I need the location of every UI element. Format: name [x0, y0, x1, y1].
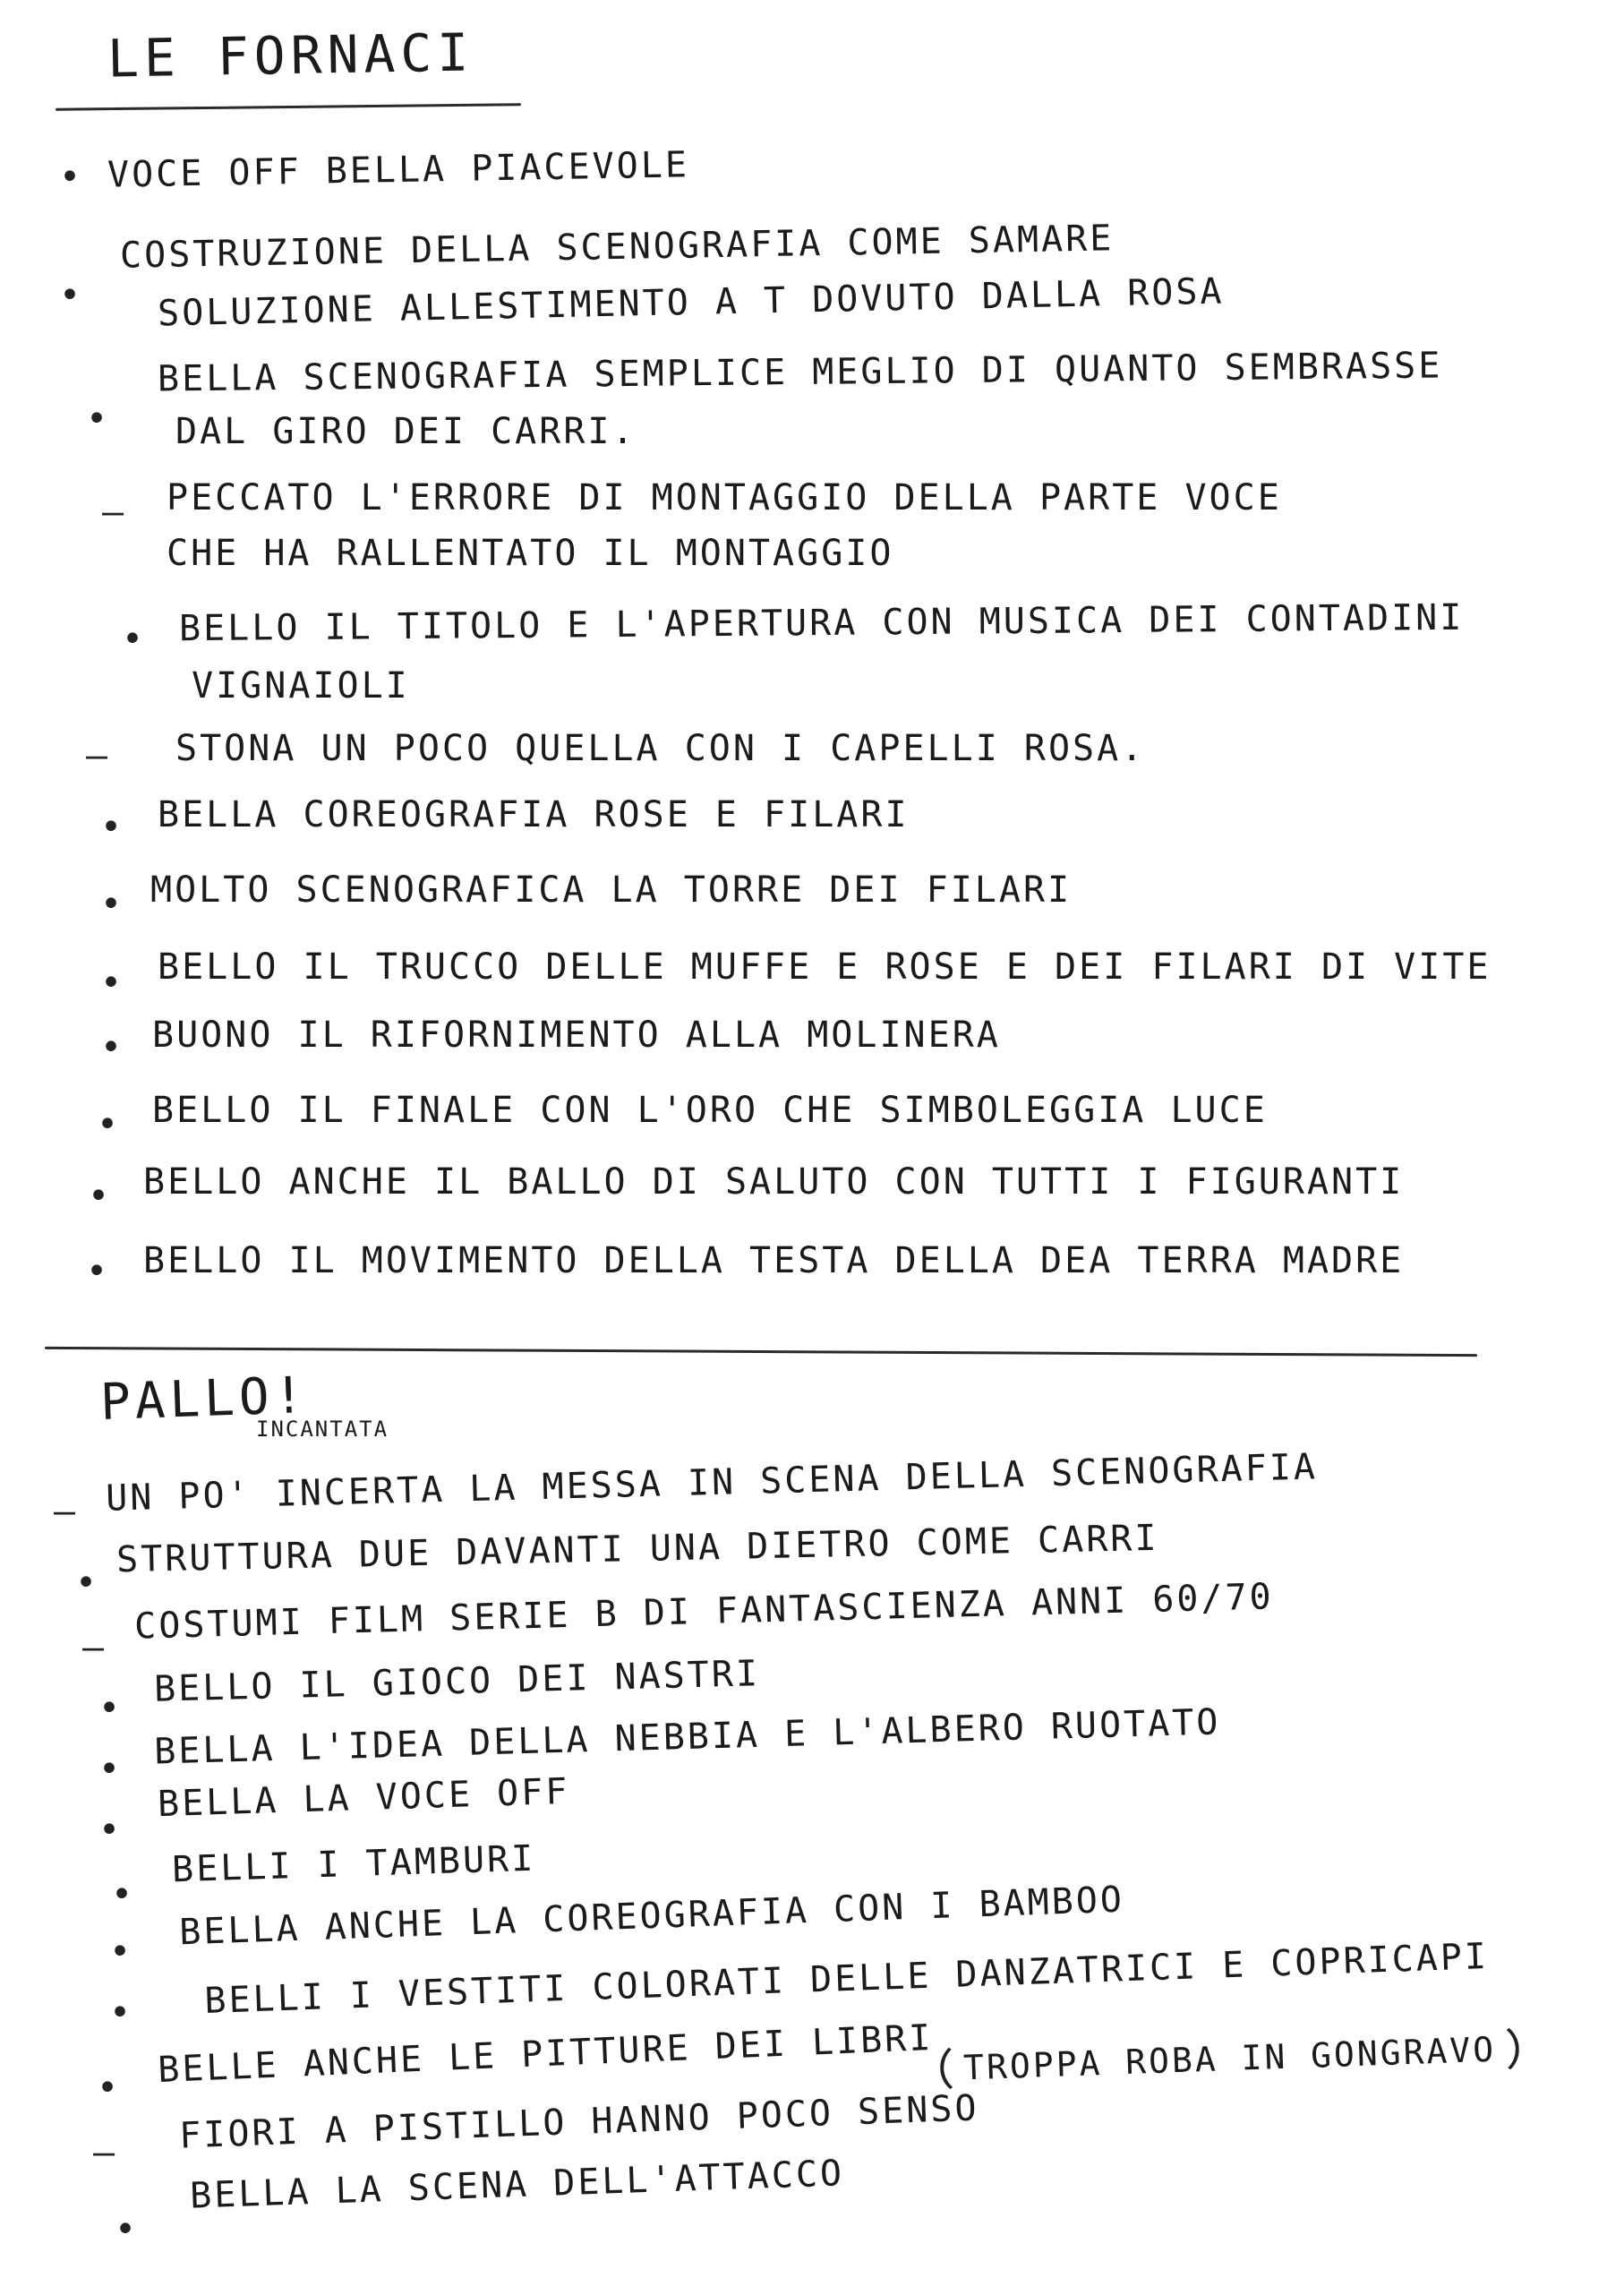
bullet-marker: • — [100, 963, 123, 1004]
note-line: BELLO IL FINALE CON L'ORO CHE SIMBOLEGGIA LUCE — [152, 1090, 1268, 1131]
note-line: BELLA L'IDEA DELLA NEBBIA E L'ALBERO RUOTATO — [153, 1701, 1222, 1773]
bullet-marker: • — [86, 398, 108, 440]
bullet-marker: • — [97, 1104, 119, 1145]
bullet-marker: • — [109, 1992, 132, 2034]
bullet-marker: • — [100, 884, 123, 925]
bullet-marker: • — [98, 1810, 121, 1851]
dash-marker: – — [54, 1491, 76, 1532]
note-line: BELLO IL TITOLO E L'APERTURA CON MUSICA DEI CONTADINI — [178, 596, 1465, 650]
note-line: VIGNAIOLI — [192, 665, 410, 706]
bracketed-aside: TROPPA ROBA IN GONGRAVO — [939, 2021, 1520, 2097]
bullet-marker: • — [100, 807, 123, 848]
page-title: LE FORNACI — [107, 21, 474, 90]
note-line: BELLI I TAMBURI — [171, 1837, 536, 1891]
note-line: CHE HA RALLENTATO IL MONTAGGIO — [167, 533, 894, 574]
note-line: BELLA ANCHE LA COREOGRAFIA CON I BAMBOO — [178, 1879, 1125, 1954]
note-line: COSTRUZIONE DELLA SCENOGRAFIA COME SAMARE — [119, 218, 1115, 277]
note-line: SOLUZIONE ALLESTIMENTO A T DOVUTO DALLA ROSA — [157, 270, 1225, 335]
note-line: FIORI A PISTILLO HANNO POCO SENSO — [178, 2087, 980, 2157]
note-line: BELLA SCENOGRAFIA SEMPLICE MEGLIO DI QUANTO SEMBRASSE — [157, 345, 1443, 400]
note-line: STRUTTURA DUE DAVANTI UNA DIETRO COME CARRI — [115, 1517, 1159, 1581]
note-line: UN PO' INCERTA LA MESSA IN SCENA DELLA SCENOGRAFIA — [105, 1446, 1319, 1520]
note-line: BELLA LA SCENA DELL'ATTACCO — [189, 2153, 845, 2217]
note-line: BELLO IL TRUCCO DELLE MUFFE E ROSE E DEI FILARI DI VITE — [158, 946, 1492, 988]
bullet-marker: • — [59, 157, 81, 198]
note-line: VOCE OFF BELLA PIACEVOLE — [107, 144, 690, 196]
note-line: BELLI I VESTITI COLORATI DELLE DANZATRICI E COPRICAPI — [203, 1935, 1490, 2023]
bullet-marker: • — [122, 619, 144, 660]
bullet-marker: • — [115, 2209, 137, 2250]
note-line: DAL GIRO DEI CARRI. — [175, 411, 637, 452]
bullet-marker: • — [111, 1874, 133, 1915]
note-line: BELLA LA VOCE OFF — [157, 1770, 571, 1826]
bullet-marker: • — [98, 1688, 121, 1729]
bullet-marker: • — [100, 1027, 123, 1068]
note-line: PECCATO L'ERRORE DI MONTAGGIO DELLA PARTE VOCE — [167, 477, 1282, 518]
note-line: BELLO IL GIOCO DEI NASTRI — [153, 1653, 761, 1710]
dash-marker: – — [102, 492, 124, 533]
section-title: PALLO! — [98, 1366, 310, 1433]
bullet-marker: • — [88, 1176, 110, 1217]
bullet-marker: • — [98, 1749, 121, 1790]
note-line: BELLE ANCHE LE PITTURE DEI LIBRI — [157, 2016, 935, 2092]
note-line: STONA UN POCO QUELLA CON I CAPELLI ROSA. — [175, 728, 1146, 769]
dash-marker: – — [86, 735, 108, 776]
bullet-marker: • — [109, 1931, 132, 1973]
note-line: MOLTO SCENOGRAFICA LA TORRE DEI FILARI — [150, 869, 1073, 911]
bullet-marker: • — [86, 1251, 108, 1292]
note-line: BELLO ANCHE IL BALLO DI SALUTO CON TUTTI I FIGURANTI — [143, 1161, 1405, 1203]
title-underline — [56, 103, 521, 110]
section-divider — [45, 1347, 1477, 1357]
note-line: BELLA COREOGRAFIA ROSE E FILARI — [158, 794, 910, 835]
bullet-marker: • — [75, 1563, 98, 1604]
bullet-marker: • — [97, 2068, 119, 2109]
note-line: BUONO IL RIFORNIMENTO ALLA MOLINERA — [152, 1015, 1001, 1056]
bullet-marker: • — [59, 275, 81, 316]
dash-marker: – — [93, 2132, 115, 2173]
dash-marker: – — [82, 1627, 105, 1668]
inserted-word: INCANTATA — [256, 1417, 389, 1442]
note-line: COSTUMI FILM SERIE B DI FANTASCIENZA ANNI 60/70 — [133, 1576, 1275, 1648]
note-line: BELLO IL MOVIMENTO DELLA TESTA DELLA DEA TERRA MADRE — [143, 1240, 1405, 1281]
